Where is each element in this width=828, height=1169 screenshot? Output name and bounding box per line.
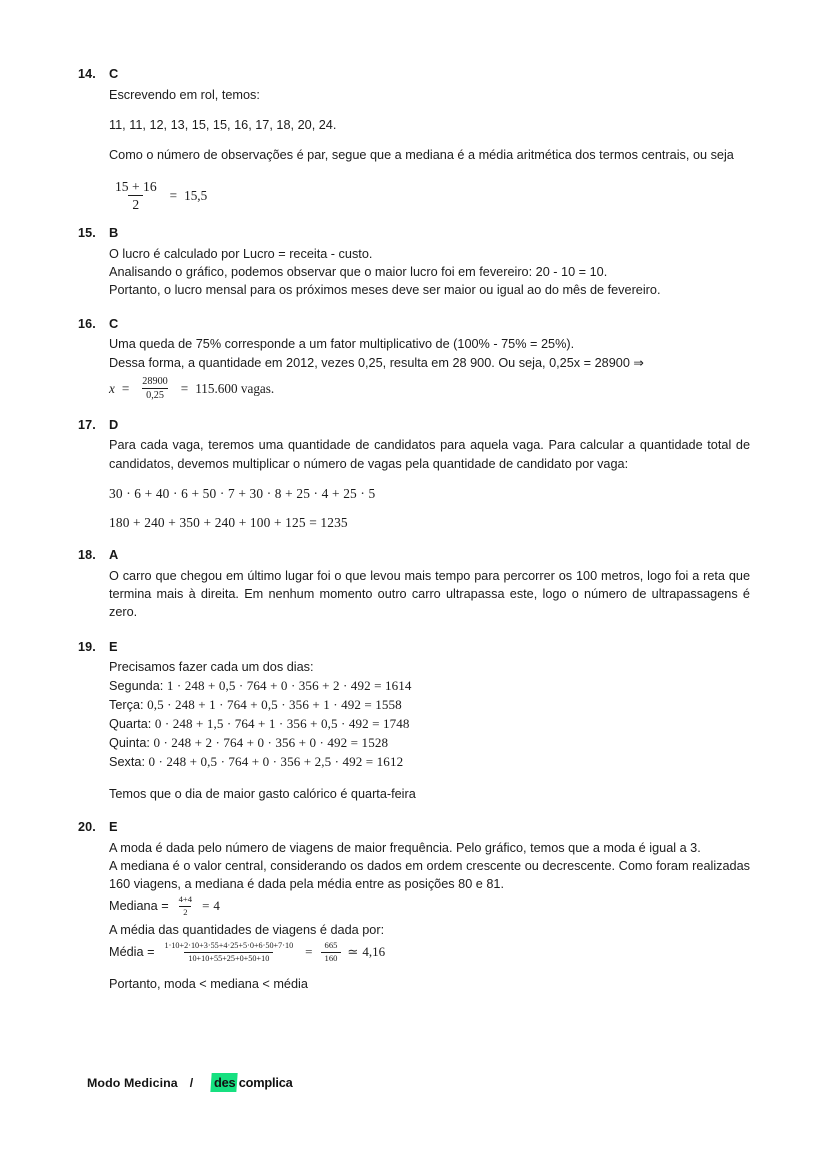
paragraph: Dessa forma, a quantidade em 2012, vezes 0,25, resulta em 28 900. Ou seja, 0,25x = 28900 ⇒ — [109, 355, 645, 370]
answer-heading-18 — [78, 547, 750, 564]
answer-body-20 — [78, 839, 750, 994]
day-expression: 1 · 248 + 0,5 · 764 + 0 · 356 + 2 · 492 = 1614 — [166, 677, 412, 693]
list-item — [109, 696, 750, 715]
answer-block-19 — [78, 639, 750, 803]
answer-letter: B — [109, 225, 119, 241]
day-label: Quarta: — [109, 716, 152, 731]
footer-separator: / — [189, 1075, 194, 1090]
vacancy-formula-16 — [109, 376, 750, 402]
median-formula-14 — [109, 179, 750, 212]
median-formula-20 — [109, 895, 750, 917]
fraction-denominator: 160 — [321, 952, 342, 964]
logo-mark-text: des — [214, 1075, 236, 1090]
answer-body-17 — [78, 436, 750, 531]
day-label: Quinta: — [109, 735, 150, 750]
list-item — [109, 677, 750, 696]
fraction-denominator: 2 — [128, 195, 143, 212]
day-label: Segunda: — [109, 678, 164, 693]
equals-sign: = — [305, 943, 313, 959]
logo-rest-text: complica — [238, 1075, 293, 1091]
paragraph: A mediana é o valor central, considerando os dados em ordem crescente ou decrescente. Como foram realizadas 160 viagens, a mediana é dada pela média entre as posições 80 e 81. — [109, 858, 750, 892]
paragraph: Escrevendo em rol, temos: — [109, 87, 260, 102]
equals-sign: = — [202, 898, 210, 914]
paragraph: O carro que chegou em último lugar foi o que levou mais tempo para percorrer os 100 metros, logo foi a reta que termina mais à direita. Em nenhum momento outro carro ultrapassa este, logo o número de ultrapassagens é zero. — [109, 568, 750, 620]
formula-result: 115.600 vagas. — [195, 381, 275, 397]
answer-number: 14. — [78, 67, 96, 81]
answer-body-16 — [78, 335, 750, 401]
paragraph: Uma queda de 75% corresponde a um fator multiplicativo de (100% - 75% = 25%). — [109, 337, 575, 352]
day-expression: 0 · 248 + 1,5 · 764 + 1 · 356 + 0,5 · 492 = 1748 — [154, 715, 410, 731]
paragraph: O lucro é calculado por Lucro = receita - custo. — [109, 246, 373, 261]
answer-body-15 — [78, 245, 750, 300]
answer-letter: C — [109, 66, 119, 81]
paragraph-mean-intro: A média das quantidades de viagens é dada por: — [109, 922, 385, 937]
fraction-numerator: 28900 — [142, 375, 168, 387]
answer-block-16 — [78, 316, 750, 402]
paragraph: Para cada vaga, teremos uma quantidade de candidatos para aquela vaga. Para calcular a quantidade total de candidatos, devemos multiplicar o número de vagas pela quantidade de candidato por vaga: — [109, 438, 750, 471]
formula-result: 15,5 — [184, 187, 208, 203]
answer-block-14 — [78, 66, 750, 212]
answer-body-19 — [78, 658, 750, 802]
answer-heading-20 — [78, 819, 750, 836]
paragraph: Analisando o gráfico, podemos observar que o maior lucro foi em fevereiro: 20 - 10 = 10. — [109, 265, 608, 280]
answer-heading-19 — [78, 639, 750, 656]
answer-heading-16 — [78, 316, 750, 333]
paragraph-final: Portanto, moda < mediana < média — [109, 977, 308, 992]
descomplica-logo — [211, 1073, 292, 1092]
answer-number: 20. — [78, 819, 96, 834]
approx-sign: ≃ — [347, 943, 359, 959]
fraction-denominator: 10+10+55+25+0+50+10 — [184, 952, 273, 963]
paragraph: Como o número de observações é par, segue que a mediana é a média aritmética dos termos centrais, ou seja — [109, 148, 734, 163]
footer-brand: Modo Medicina — [87, 1075, 178, 1090]
mean-formula-20 — [109, 941, 750, 963]
fraction-denominator: 2 — [179, 906, 191, 918]
paragraph: 11, 11, 12, 13, 15, 15, 16, 17, 18, 20, 24. — [109, 118, 337, 133]
answer-number: 17. — [78, 417, 96, 432]
fraction-2 — [321, 941, 342, 963]
fraction — [111, 179, 161, 212]
fraction-numerator: 15 + 16 — [115, 178, 157, 194]
paragraph-conclusion: Temos que o dia de maior gasto calórico é quarta-feira — [109, 786, 416, 801]
answer-body-18 — [78, 567, 750, 622]
equals-sign: = — [121, 381, 130, 397]
list-item — [109, 734, 750, 753]
paragraph-intro: Precisamos fazer cada um dos dias: — [109, 660, 314, 675]
answer-number: 16. — [78, 316, 96, 331]
variable-x: x — [109, 381, 115, 397]
equation-line-2: 180 + 240 + 350 + 240 + 100 + 125 = 1235 — [109, 515, 348, 531]
answer-heading-15 — [78, 225, 750, 242]
equals-sign-2: = — [180, 381, 189, 397]
day-label: Terça: — [109, 697, 144, 712]
answer-letter: A — [109, 547, 119, 563]
answer-letter: E — [109, 638, 118, 654]
answer-heading-17 — [78, 417, 750, 434]
answer-number: 19. — [78, 639, 96, 654]
fraction-numerator: 1·10+2·10+3·55+4·25+5·0+6·50+7·10 — [164, 941, 294, 951]
answer-letter: E — [109, 818, 118, 834]
answer-heading-14 — [78, 66, 750, 83]
answer-block-15 — [78, 225, 750, 300]
answer-number: 15. — [78, 226, 96, 241]
paragraph: Portanto, o lucro mensal para os próximos meses deve ser maior ou igual ao do mês de fevereiro. — [109, 283, 661, 298]
fraction-denominator: 0,25 — [142, 388, 168, 401]
list-item — [109, 715, 750, 734]
answer-block-20 — [78, 819, 750, 994]
median-label: Mediana = — [109, 899, 169, 914]
fraction — [138, 376, 171, 402]
paragraph: A moda é dada pelo número de viagens de maior frequência. Pelo gráfico, temos que a moda é igual a 3. — [109, 840, 701, 855]
answer-body-14 — [78, 86, 750, 212]
equation-line-1: 30 · 6 + 40 · 6 + 50 · 7 + 30 · 8 + 25 · 4 + 25 · 5 — [109, 486, 376, 502]
calorie-day-list — [109, 677, 750, 772]
day-label: Sexta: — [109, 754, 145, 769]
day-expression: 0,5 · 248 + 1 · 764 + 0,5 · 356 + 1 · 492 = 1558 — [147, 696, 402, 712]
equals-sign: = — [169, 187, 178, 203]
median-result: 4 — [213, 898, 220, 914]
answer-block-17 — [78, 417, 750, 531]
day-expression: 0 · 248 + 0,5 · 764 + 0 · 356 + 2,5 · 492 = 1612 — [148, 753, 404, 769]
answer-letter: D — [109, 416, 119, 432]
answer-number: 18. — [78, 548, 96, 563]
answer-block-18 — [78, 547, 750, 622]
answer-letter: C — [109, 315, 119, 331]
mean-result: 4,16 — [362, 943, 386, 959]
fraction-numerator: 4+4 — [178, 894, 193, 905]
day-expression: 0 · 248 + 2 · 764 + 0 · 356 + 0 · 492 = 1528 — [153, 734, 389, 750]
fraction — [161, 941, 298, 962]
fraction — [175, 895, 196, 917]
fraction-numerator: 665 — [324, 939, 338, 950]
list-item — [109, 753, 750, 772]
page-footer — [87, 1073, 293, 1092]
logo-mark-highlight — [211, 1073, 239, 1092]
mean-label: Média = — [109, 944, 155, 959]
